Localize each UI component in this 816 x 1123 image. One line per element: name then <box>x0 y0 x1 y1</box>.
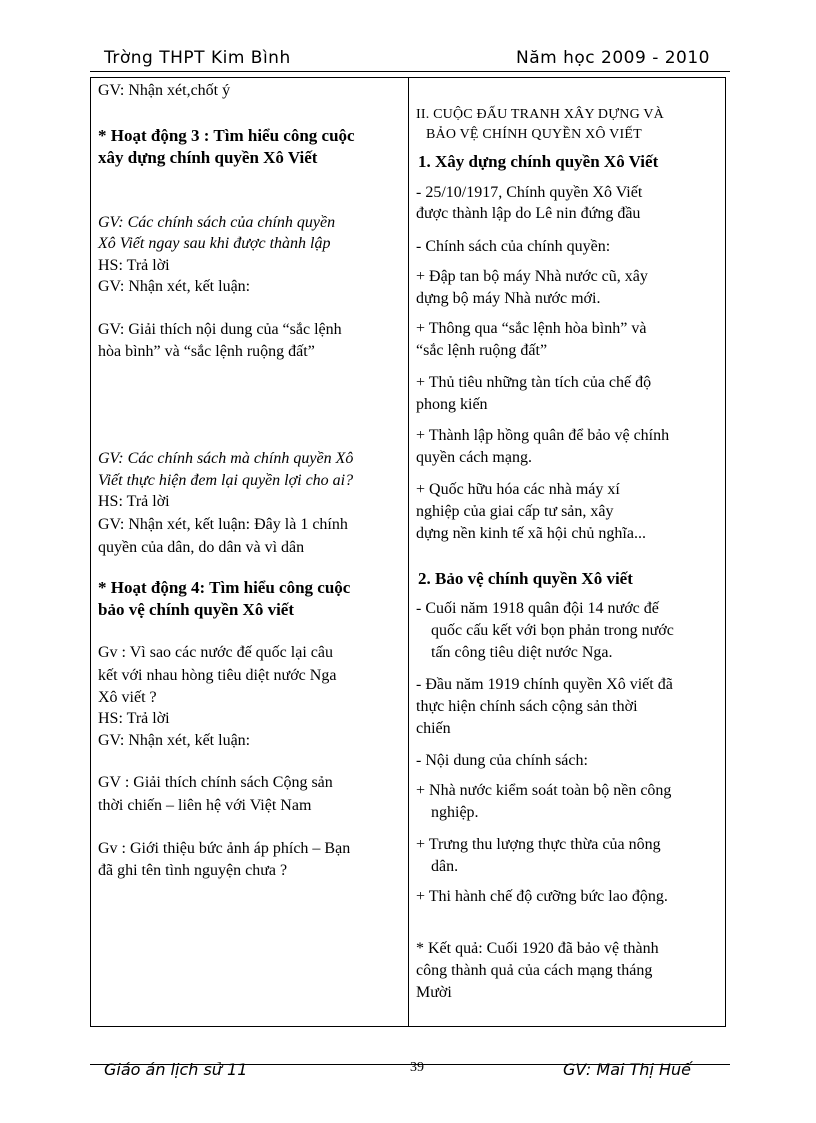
left-line: Xô Viết ngay sau khi được thành lập <box>98 235 331 252</box>
left-line: GV: Các chính sách mà chính quyền Xô <box>98 450 354 467</box>
left-line: Gv : Giới thiệu bức ảnh áp phích – Bạn <box>98 840 351 857</box>
right-line: - 25/10/1917, Chính quyền Xô Viết <box>416 184 643 201</box>
left-line: đã ghi tên tình nguyện chưa ? <box>98 862 288 879</box>
right-line: quốc cấu kết với bọn phản trong nước <box>431 622 674 639</box>
right-line: - Cuối năm 1918 quân đội 14 nước đế <box>416 600 659 617</box>
activity-4-heading: * Hoạt động 4: Tìm hiểu công cuộc <box>98 578 351 597</box>
column-divider <box>408 77 409 1027</box>
activity-3-heading-cont: xây dựng chính quyền Xô Viết <box>98 148 318 167</box>
result-line: công thành quả của cách mạng tháng <box>416 962 653 979</box>
left-line: GV: Giải thích nội dung của “sắc lệnh <box>98 321 342 338</box>
left-line: quyền của dân, do dân và vì dân <box>98 539 305 556</box>
left-line: Xô viết ? <box>98 689 157 706</box>
right-line: - Đầu năm 1919 chính quyền Xô viết đã <box>416 676 673 693</box>
right-line: + Thông qua “sắc lệnh hòa bình” và <box>416 320 647 337</box>
right-line: - Chính sách của chính quyền: <box>416 238 611 255</box>
right-line: dựng bộ máy Nhà nước mới. <box>416 290 601 307</box>
result-line: Mười <box>416 984 452 1001</box>
right-line: + Thi hành chế độ cưỡng bức lao động. <box>416 888 668 905</box>
subsection-2-heading: 2. Bảo vệ chính quyền Xô viết <box>418 569 633 588</box>
left-line: GV: Nhận xét, kết luận: Đây là 1 chính <box>98 516 348 533</box>
right-line: nghiệp của giai cấp tư sản, xây <box>416 503 614 520</box>
right-line: được thành lập do Lê nin đứng đầu <box>416 205 641 222</box>
right-line: dân. <box>431 858 459 875</box>
subsection-1-heading: 1. Xây dựng chính quyền Xô Viết <box>418 152 659 171</box>
right-line: quyền cách mạng. <box>416 449 532 466</box>
left-line: GV : Giải thích chính sách Cộng sản <box>98 774 333 791</box>
right-line: tấn công tiêu diệt nước Nga. <box>431 644 613 661</box>
left-line: HS: Trả lời <box>98 493 170 510</box>
right-line: nghiệp. <box>431 804 479 821</box>
right-line: thực hiện chính sách cộng sản thời <box>416 698 638 715</box>
page-number: 39 <box>410 1060 424 1075</box>
left-line: HS: Trả lời <box>98 710 170 727</box>
result-line: * Kết quả: Cuối 1920 đã bảo vệ thành <box>416 940 659 957</box>
header-school-year: Năm học 2009 - 2010 <box>516 48 710 68</box>
right-line: + Thủ tiêu những tàn tích của chế độ <box>416 374 652 391</box>
right-line: + Đập tan bộ máy Nhà nước cũ, xây <box>416 268 648 285</box>
header-school: Trờng THPT Kim Bình <box>104 48 291 68</box>
right-line: phong kiến <box>416 396 488 413</box>
left-line: HS: Trả lời <box>98 257 170 274</box>
left-line: kết với nhau hòng tiêu diệt nước Nga <box>98 667 337 684</box>
left-line: hòa bình” và “sắc lệnh ruộng đất” <box>98 343 315 360</box>
footer-teacher: GV: Mai Thị Huế <box>563 1060 691 1079</box>
left-line: GV: Nhận xét, kết luận: <box>98 278 251 295</box>
right-line: + Quốc hữu hóa các nhà máy xí <box>416 481 620 498</box>
section-title: II. CUỘC ĐẤU TRANH XÂY DỰNG VÀ <box>416 107 664 122</box>
right-line: dựng nền kinh tế xã hội chủ nghĩa... <box>416 525 646 542</box>
left-line: Gv : Vì sao các nước đế quốc lại câu <box>98 644 333 661</box>
left-line: GV: Nhận xét, kết luận: <box>98 732 251 749</box>
right-line: chiến <box>416 720 451 737</box>
left-line: Viết thực hiện đem lại quyền lợi cho ai? <box>98 472 354 489</box>
right-line: “sắc lệnh ruộng đất” <box>416 342 548 359</box>
left-line: GV: Nhận xét,chốt ý <box>98 82 231 99</box>
right-line: + Trưng thu lượng thực thừa của nông <box>416 836 661 853</box>
activity-3-heading: * Hoạt động 3 : Tìm hiểu công cuộc <box>98 126 355 145</box>
right-line: + Nhà nước kiểm soát toàn bộ nền công <box>416 782 672 799</box>
right-line: - Nội dung của chính sách: <box>416 752 588 769</box>
header-rule <box>90 71 730 72</box>
activity-4-heading-cont: bảo vệ chính quyền Xô viết <box>98 600 294 619</box>
right-line: + Thành lập hồng quân để bảo vệ chính <box>416 427 670 444</box>
left-line: thời chiến – liên hệ với Việt Nam <box>98 797 312 814</box>
section-title-cont: BẢO VỆ CHÍNH QUYỀN XÔ VIẾT <box>426 127 642 142</box>
left-line: GV: Các chính sách của chính quyền <box>98 214 336 231</box>
footer-title: Giáo án lịch sử 11 <box>104 1060 248 1079</box>
